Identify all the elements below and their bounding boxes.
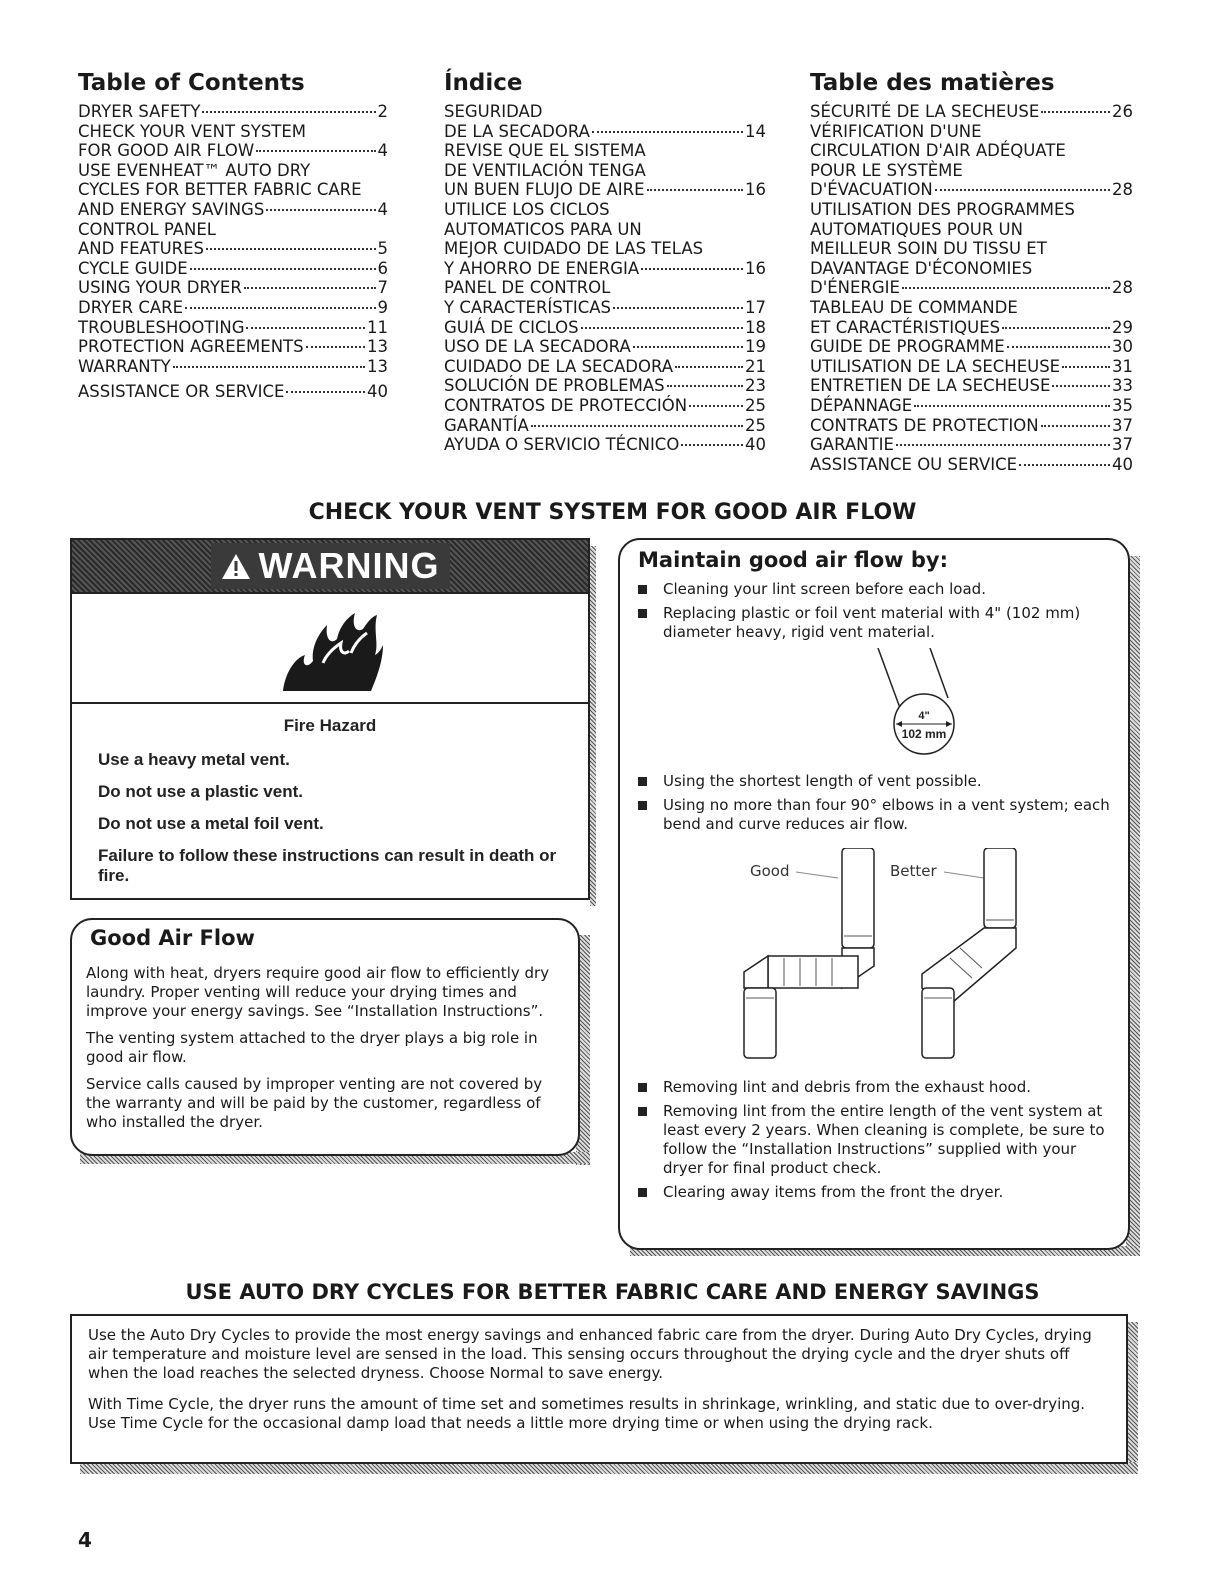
toc-english-title: Table of Contents bbox=[78, 70, 305, 96]
toc-entry bbox=[78, 161, 388, 181]
toc-entry-page: 19 bbox=[745, 337, 766, 357]
toc-entry-page: 16 bbox=[745, 180, 766, 200]
toc-entry bbox=[78, 200, 388, 220]
toc-entry-page: 11 bbox=[367, 317, 388, 337]
toc-entry-page: 7 bbox=[377, 278, 388, 298]
toc-entry bbox=[444, 318, 766, 338]
toc-entry-title: ET CARACTÉRISTIQUES bbox=[810, 317, 1001, 337]
toc-entry bbox=[810, 298, 1133, 318]
toc-dot-leader bbox=[1002, 327, 1110, 329]
toc-spanish bbox=[444, 70, 766, 455]
toc-entry-title: GARANTIE bbox=[810, 435, 894, 455]
toc-dot-leader bbox=[681, 444, 743, 446]
toc-dot-leader bbox=[592, 131, 743, 133]
toc-entry bbox=[444, 357, 766, 377]
bullet-square-icon bbox=[638, 1188, 647, 1197]
toc-dot-leader bbox=[914, 405, 1110, 407]
warning-line: Failure to follow these instructions can result in death or fire. bbox=[98, 846, 557, 885]
toc-entry-title: GUIÁ DE CICLOS bbox=[444, 317, 579, 337]
toc-entry bbox=[444, 180, 766, 200]
toc-dot-leader bbox=[675, 366, 743, 368]
toc-entry bbox=[810, 200, 1133, 220]
toc-entry-title: GARANTÍA bbox=[444, 415, 529, 435]
toc-entry-title: DAVANTAGE D'ÉCONOMIES bbox=[810, 258, 1033, 278]
elbow-comparison-diagram bbox=[738, 848, 1038, 1068]
toc-entry bbox=[78, 220, 388, 240]
toc-entry-title: USO DE LA SECADORA bbox=[444, 337, 631, 357]
fire-icon bbox=[275, 603, 385, 693]
toc-entry bbox=[444, 122, 766, 142]
toc-entry bbox=[78, 239, 388, 259]
toc-entry-title: CYCLE GUIDE bbox=[78, 258, 188, 278]
toc-entry bbox=[78, 298, 388, 318]
toc-entry-page: 37 bbox=[1112, 435, 1133, 455]
toc-dot-leader bbox=[531, 425, 743, 427]
toc-entry-page: 25 bbox=[745, 395, 766, 415]
toc-dot-leader bbox=[689, 405, 743, 407]
toc-dot-leader bbox=[1041, 425, 1110, 427]
toc-entry-title: WARRANTY bbox=[78, 356, 171, 376]
toc-entry bbox=[78, 180, 388, 200]
toc-entry-page: 30 bbox=[1112, 337, 1133, 357]
toc-entry-title: D'ÉNERGIE bbox=[810, 278, 900, 298]
toc-entry bbox=[444, 278, 766, 298]
good-air-flow-paragraph: Along with heat, dryers require good air flow to efficiently dry laundry. Proper venting will reduce your drying times and improve your energy savings. See “Installation Instructions”. bbox=[86, 964, 550, 1020]
good-label: Good bbox=[750, 862, 790, 880]
toc-dot-leader bbox=[667, 385, 743, 387]
toc-dot-leader bbox=[641, 268, 743, 270]
toc-dot-leader bbox=[256, 150, 375, 152]
toc-entry bbox=[444, 376, 766, 396]
toc-entry-title: AND FEATURES bbox=[78, 239, 205, 259]
toc-entry-title: D'ÉVACUATION bbox=[810, 180, 933, 200]
toc-entry-title: SÉCURITÉ DE LA SECHEUSE bbox=[810, 102, 1040, 121]
toc-entry-page: 25 bbox=[745, 415, 766, 435]
toc-entry bbox=[78, 318, 388, 338]
toc-entry-title: USE EVENHEAT™ AUTO DRY bbox=[78, 160, 311, 180]
toc-entry-title: CONTROL PANEL bbox=[78, 219, 216, 239]
toc-entry bbox=[810, 278, 1133, 298]
maintain-title: Maintain good air flow by: bbox=[638, 548, 948, 572]
toc-entry-title: DÉPANNAGE bbox=[810, 395, 913, 415]
toc-entry-page: 40 bbox=[745, 435, 766, 455]
toc-entry-page: 26 bbox=[1112, 102, 1133, 121]
bullet-square-icon bbox=[638, 777, 647, 786]
toc-dot-leader bbox=[935, 189, 1110, 191]
toc-entry-title: USING YOUR DRYER bbox=[78, 278, 242, 298]
toc-entry bbox=[810, 259, 1133, 279]
auto-dry-paragraph: With Time Cycle, the dryer runs the amount of time set and sometimes results in shrinkage, wrinkling, and static due to over-drying. Use Time Cycle for the occasional damp load that needs a little more drying time or when using the drying rack. bbox=[88, 1395, 1086, 1432]
toc-dot-leader bbox=[190, 268, 376, 270]
toc-entry-page: 23 bbox=[745, 376, 766, 396]
toc-entry bbox=[444, 416, 766, 436]
toc-entry bbox=[78, 337, 388, 357]
toc-entry-title: AUTOMATICOS PARA UN bbox=[444, 219, 642, 239]
toc-entry-page: 17 bbox=[745, 297, 766, 317]
auto-dry-box bbox=[70, 1314, 1128, 1464]
bullet-item: Removing lint from the entire length of the vent system at least every 2 years. When cleaning is complete, be sure to follow the “Installation Instructions” supplied with your dryer for final product check. bbox=[638, 1102, 1116, 1178]
toc-entry-title: MEJOR CUIDADO DE LAS TELAS bbox=[444, 239, 704, 259]
toc-dot-leader bbox=[647, 189, 743, 191]
toc-entry bbox=[78, 141, 388, 161]
toc-entry bbox=[810, 102, 1133, 122]
toc-entry-title: ENTRETIEN DE LA SECHEUSE bbox=[810, 376, 1051, 396]
toc-entry bbox=[444, 337, 766, 357]
toc-entry-page: 16 bbox=[745, 258, 766, 278]
toc-entry-title: AYUDA O SERVICIO TÉCNICO bbox=[444, 435, 680, 455]
toc-entry-title: ASSISTANCE OU SERVICE bbox=[810, 454, 1018, 474]
toc-entry-page: 40 bbox=[367, 382, 388, 402]
toc-entry-title: CUIDADO DE LA SECADORA bbox=[444, 356, 674, 376]
toc-entry bbox=[444, 435, 766, 455]
toc-entry-title: ASSISTANCE OR SERVICE bbox=[78, 382, 285, 402]
toc-french-title: Table des matières bbox=[810, 70, 1055, 96]
toc-entry-title: AUTOMATIQUES POUR UN bbox=[810, 219, 1023, 239]
toc-entry-title: MEILLEUR SOIN DU TISSU ET bbox=[810, 239, 1047, 259]
bullet-item: Replacing plastic or foil vent material with 4" (102 mm) diameter heavy, rigid vent material. bbox=[638, 604, 1116, 642]
toc-entry bbox=[78, 102, 388, 122]
toc-entry-page: 29 bbox=[1112, 317, 1133, 337]
bullet-square-icon bbox=[638, 801, 647, 810]
toc-entry-page: 35 bbox=[1112, 395, 1133, 415]
toc-entry-title: DE LA SECADORA bbox=[444, 121, 590, 141]
better-label: Better bbox=[890, 862, 937, 880]
warning-hazard: Fire Hazard bbox=[283, 716, 377, 735]
toc-entry-title: CYCLES FOR BETTER FABRIC CARE bbox=[78, 180, 362, 200]
toc-entry-title: Y AHORRO DE ENERGIA bbox=[444, 258, 640, 278]
diameter-inch-label: 4" bbox=[918, 710, 930, 722]
toc-entry-title: CONTRATS DE PROTECTION bbox=[810, 415, 1039, 435]
toc-entry-title: UTILISATION DE LA SECHEUSE bbox=[810, 356, 1061, 376]
toc-entry-title: CIRCULATION D'AIR ADÉQUATE bbox=[810, 141, 1066, 161]
toc-french bbox=[810, 70, 1133, 474]
toc-dot-leader bbox=[581, 327, 743, 329]
toc-entry bbox=[444, 220, 766, 240]
toc-entry-title: TABLEAU DE COMMANDE bbox=[810, 297, 1018, 317]
toc-dot-leader bbox=[1041, 111, 1110, 113]
toc-entry-page: 37 bbox=[1112, 415, 1133, 435]
toc-dot-leader bbox=[902, 287, 1110, 289]
toc-entry bbox=[810, 396, 1133, 416]
toc-entry-page: 18 bbox=[745, 317, 766, 337]
bullet-square-icon bbox=[638, 1083, 647, 1092]
toc-dot-leader bbox=[896, 444, 1110, 446]
toc-entry-page: 6 bbox=[377, 258, 388, 278]
toc-dot-leader bbox=[266, 209, 375, 211]
bullet-item: Using the shortest length of vent possible. bbox=[638, 772, 1116, 791]
toc-entry-page: 9 bbox=[377, 297, 388, 317]
bullet-item: Cleaning your lint screen before each load. bbox=[638, 580, 1116, 599]
toc-entry-title: PANEL DE CONTROL bbox=[444, 278, 611, 298]
good-air-flow-paragraph: The venting system attached to the dryer plays a big role in good air flow. bbox=[86, 1029, 538, 1066]
toc-entry-title: FOR GOOD AIR FLOW bbox=[78, 141, 255, 161]
vent-diameter-diagram bbox=[852, 648, 972, 758]
bullet-item: Removing lint and debris from the exhaust hood. bbox=[638, 1078, 1116, 1097]
toc-entry bbox=[810, 435, 1133, 455]
good-air-flow-paragraph: Service calls caused by improper venting are not covered by the warranty and will be paid by the customer, regardless of who installed the dryer. bbox=[86, 1075, 543, 1131]
bullet-item: Using no more than four 90° elbows in a vent system; each bend and curve reduces air flow. bbox=[638, 796, 1116, 834]
good-air-flow-title: Good Air Flow bbox=[90, 926, 255, 950]
toc-english bbox=[78, 70, 388, 402]
toc-entry-page: 13 bbox=[367, 337, 388, 357]
toc-entry-page: 14 bbox=[745, 121, 766, 141]
toc-entry-page: 5 bbox=[377, 239, 388, 259]
toc-entry bbox=[78, 278, 388, 298]
diameter-mm-label: 102 mm bbox=[901, 727, 947, 741]
toc-entry-page: 4 bbox=[377, 199, 388, 219]
toc-entry bbox=[444, 141, 766, 161]
toc-entry bbox=[78, 259, 388, 279]
toc-entry bbox=[444, 239, 766, 259]
toc-entry-title: Y CARACTERÍSTICAS bbox=[444, 297, 611, 317]
warning-shadow bbox=[590, 546, 596, 906]
warning-line: Do not use a metal foil vent. bbox=[98, 814, 324, 833]
toc-entry-title: AND ENERGY SAVINGS bbox=[78, 199, 265, 219]
toc-entry bbox=[78, 122, 388, 142]
toc-entry bbox=[810, 141, 1133, 161]
toc-entry-title: TROUBLESHOOTING bbox=[78, 317, 245, 337]
toc-entry-title: DRYER CARE bbox=[78, 297, 184, 317]
page-number: 4 bbox=[78, 1528, 92, 1552]
maintain-panel bbox=[618, 538, 1130, 1250]
toc-entry-title: REVISE QUE EL SISTEMA bbox=[444, 141, 646, 161]
toc-entry-title: GUIDE DE PROGRAMME bbox=[810, 337, 1005, 357]
toc-entry bbox=[810, 376, 1133, 396]
toc-entry bbox=[444, 102, 766, 122]
bullet-square-icon bbox=[638, 609, 647, 618]
toc-entry-title: CONTRATOS DE PROTECCIÓN bbox=[444, 395, 688, 415]
toc-dot-leader bbox=[1007, 346, 1110, 348]
vent-section-title: CHECK YOUR VENT SYSTEM FOR GOOD AIR FLOW bbox=[308, 500, 917, 525]
toc-entry bbox=[78, 357, 388, 377]
toc-entry bbox=[444, 200, 766, 220]
toc-dot-leader bbox=[1019, 464, 1110, 466]
toc-entry bbox=[810, 220, 1133, 240]
toc-entry-title: SEGURIDAD bbox=[444, 102, 543, 121]
toc-entry bbox=[810, 416, 1133, 436]
toc-entry bbox=[810, 337, 1133, 357]
bullet-square-icon bbox=[638, 585, 647, 594]
toc-dot-leader bbox=[206, 248, 375, 250]
auto-dry-paragraph: Use the Auto Dry Cycles to provide the most energy savings and enhanced fabric care from the dryer. During Auto Dry Cycles, drying air temperature and moisture level are sensed in the load. This sensing occurs throughout the drying cycle and the dryer shuts off when the load reaches the selected dryness. Choose Normal to save energy. bbox=[88, 1326, 1092, 1382]
toc-dot-leader bbox=[613, 307, 743, 309]
toc-dot-leader bbox=[244, 287, 376, 289]
toc-entry-page: 28 bbox=[1112, 278, 1133, 298]
toc-entry bbox=[810, 180, 1133, 200]
toc-entry bbox=[810, 161, 1133, 181]
toc-entry-title: DE VENTILACIÓN TENGA bbox=[444, 160, 646, 180]
auto-dry-section-title: USE AUTO DRY CYCLES FOR BETTER FABRIC CARE AND ENERGY SAVINGS bbox=[185, 1280, 1040, 1304]
warning-triangle-icon bbox=[221, 553, 251, 580]
toc-entry-title: UTILISATION DES PROGRAMMES bbox=[810, 199, 1075, 219]
toc-entry-title: UTILICE LOS CICLOS bbox=[444, 199, 610, 219]
warning-header bbox=[72, 540, 588, 594]
toc-entry bbox=[810, 239, 1133, 259]
toc-entry-title: VÉRIFICATION D'UNE bbox=[810, 121, 982, 141]
toc-entry-title: PROTECTION AGREEMENTS bbox=[78, 337, 304, 357]
good-air-flow-panel bbox=[70, 918, 580, 1156]
toc-dot-leader bbox=[185, 307, 375, 309]
toc-entry bbox=[810, 357, 1133, 377]
toc-entry bbox=[444, 396, 766, 416]
toc-entry bbox=[444, 161, 766, 181]
toc-entry-title: SOLUCIÓN DE PROBLEMAS bbox=[444, 376, 665, 396]
toc-entry-title: POUR LE SYSTÈME bbox=[810, 160, 963, 180]
warning-label: WARNING bbox=[258, 545, 440, 586]
toc-entry-page: 21 bbox=[745, 356, 766, 376]
toc-entry-title: UN BUEN FLUJO DE AIRE bbox=[444, 180, 645, 200]
toc-entry bbox=[444, 259, 766, 279]
toc-dot-leader bbox=[202, 111, 375, 113]
warning-line: Do not use a plastic vent. bbox=[98, 782, 303, 801]
toc-entry-page: 33 bbox=[1112, 376, 1133, 396]
toc-entry-page: 2 bbox=[377, 102, 388, 121]
toc-entry bbox=[810, 122, 1133, 142]
toc-entry-page: 40 bbox=[1112, 454, 1133, 474]
toc-entry-page: 4 bbox=[377, 141, 388, 161]
toc-dot-leader bbox=[1052, 385, 1110, 387]
toc-entry-page: 13 bbox=[367, 356, 388, 376]
toc-entry-title: DRYER SAFETY bbox=[78, 102, 201, 121]
toc-spanish-title: Índice bbox=[444, 70, 523, 96]
warning-box bbox=[70, 538, 590, 900]
toc-entry-page: 28 bbox=[1112, 180, 1133, 200]
toc-dot-leader bbox=[173, 366, 365, 368]
warning-body bbox=[72, 704, 588, 898]
toc-entry bbox=[78, 382, 388, 402]
warning-line: Use a heavy metal vent. bbox=[98, 750, 290, 769]
toc-dot-leader bbox=[306, 346, 365, 348]
toc-entry bbox=[810, 318, 1133, 338]
toc-entry bbox=[444, 298, 766, 318]
bullet-item: Clearing away items from the front the dryer. bbox=[638, 1183, 1116, 1202]
toc-dot-leader bbox=[1062, 366, 1110, 368]
toc-entry-title: CHECK YOUR VENT SYSTEM bbox=[78, 121, 307, 141]
bullet-square-icon bbox=[638, 1107, 647, 1116]
toc-entry bbox=[810, 455, 1133, 475]
toc-dot-leader bbox=[246, 327, 365, 329]
toc-entry-page: 31 bbox=[1112, 356, 1133, 376]
toc-dot-leader bbox=[286, 391, 365, 393]
toc-dot-leader bbox=[633, 346, 743, 348]
